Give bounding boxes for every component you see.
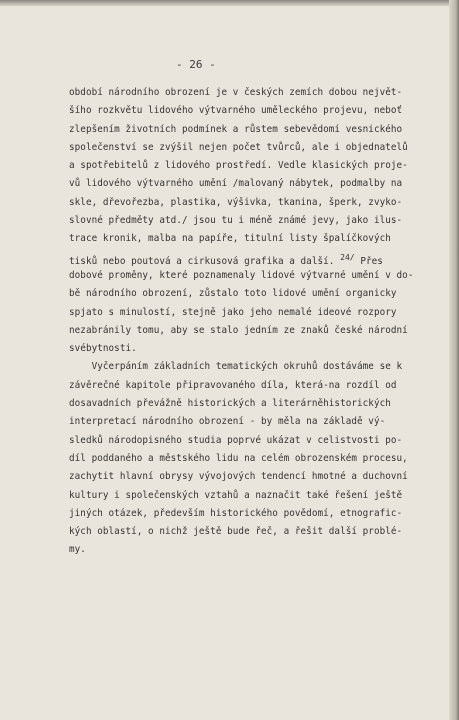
footnote-reference: 24/ [340, 252, 355, 262]
text-line: společenství se zvýšil nejen počet tvůrců, ale i objednatelů [69, 141, 408, 153]
text-line: a spotřebitelů z lidového prostředí. Vedle klasických proje- [69, 160, 408, 172]
text-line: díl poddaného a městského lidu na celém obrozenském procesu, [69, 452, 408, 464]
text-line: svébytnosti. [69, 343, 137, 355]
text-line: spjato s minulostí, stejně jako jeho nemalé ideové rozpory [69, 306, 397, 318]
paragraph-2 [69, 358, 408, 559]
text-line: sledků národopisného studia poprvé ukázat v celistvosti po- [69, 434, 403, 446]
footnote-tail-text: Přes [354, 255, 383, 267]
body-text [69, 84, 414, 560]
text-line: my. [69, 544, 86, 556]
document-page [0, 6, 449, 720]
text-line: skle, dřevořezba, plastika, výšivka, tkanina, šperk, zvyko- [69, 196, 403, 208]
text-line: jiných otázek, především historického povědomí, etnografic- [69, 507, 403, 519]
text-line: dobové proměny, které poznamenaly lidové výtvarné umění v do- [69, 269, 414, 281]
text-line: zachytit hlavní obrysy vývojových tendencí hmotné a duchovní [69, 471, 408, 483]
text-line: interpretací národního obrození - by měla na základě vý- [69, 416, 386, 428]
text-line: slovné předměty atd./ jsou tu i méně známé jevy, jako ilus- [69, 215, 403, 227]
text-line: kultury i společenských vztahů a naznačit také řešení ještě [69, 489, 403, 501]
text-line: zlepšením životních podmínek a růstem sebevědomí vesnického [69, 123, 403, 135]
text-line: dosavadních převážně historických a literárněhistorických [69, 398, 391, 410]
text-line: šího rozkvětu lidového výtvarného uměleckého projevu, neboť [69, 105, 403, 117]
text-line: kých oblastí, o nichž ještě bude řeč, a řešit další problé- [69, 526, 403, 538]
text-line: nezabránily tomu, aby se stalo jedním ze znaků české národní [69, 324, 408, 336]
text-line: trace kronik, malba na papíře, titulní listy špalíčkových [69, 233, 391, 245]
text-line: závěrečné kapitole připravovaného díla, která-na rozdíl od [69, 379, 397, 391]
scan-edge-right [449, 0, 459, 720]
text-line: vů lidového výtvarného umění /malovaný nábytek, podmalby na [69, 178, 403, 190]
text-line: bě národního obrození, zůstalo toto lidové umění organicky [69, 288, 397, 300]
text-line: tisků nebo poutová a cirkusová grafika a další. [69, 255, 335, 267]
text-line: Vyčerpáním základních tematických okruhů dostáváme se k [69, 361, 403, 373]
paragraph-1 [69, 84, 414, 358]
text-line-with-footnote [69, 249, 389, 267]
page-number: - 26 - [176, 58, 216, 71]
text-line: období národního obrození je v českých zemích dobou největ- [69, 87, 403, 98]
